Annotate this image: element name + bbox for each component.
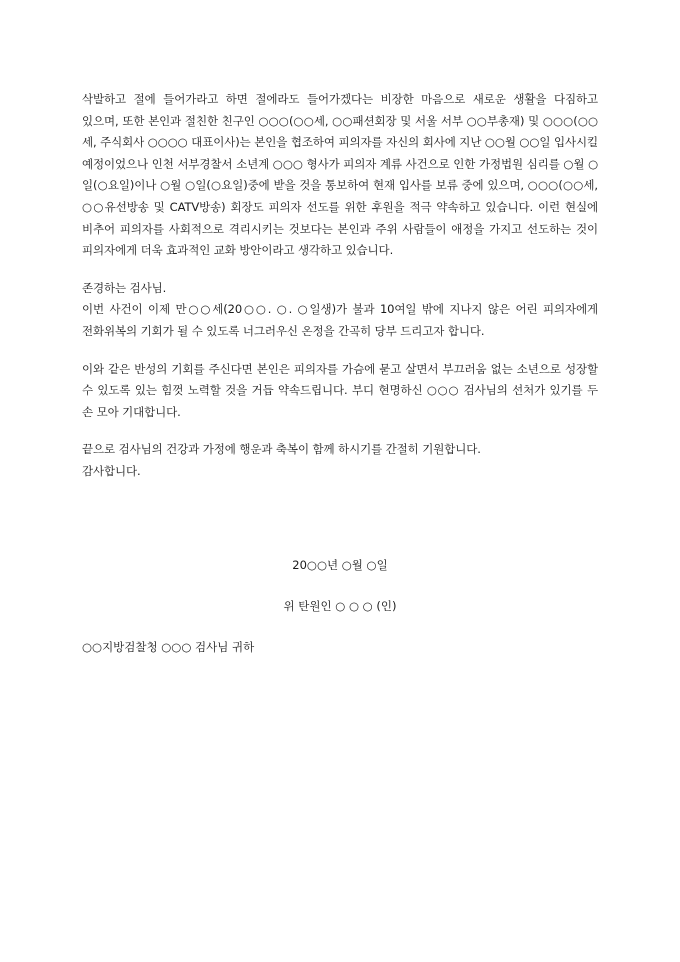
recipient-line: ○○지방검찰청 ○○○ 검사님 귀하 (82, 640, 255, 654)
document-body (82, 89, 598, 483)
thanks-line: 감사합니다. (82, 463, 141, 478)
paragraph-plea: 이번 사건이 이제 만○○세(20○○. ○. ○일생)가 불과 10여일 밖에 지나지 않은 어린 피의자에게 전화위복의 기회가 될 수 있도록 너그러우신 온정을 간곡히 당부 드리고자 합니다. (82, 302, 598, 338)
salutation: 존경하는 검사님. (82, 280, 167, 295)
paragraph-gap (82, 343, 598, 359)
paragraph-closing: 끝으로 검사님의 건강과 가정에 행운과 축복이 함께 하시기를 간절히 기원합니다. (82, 442, 481, 457)
petitioner-signature: 위 탄원인 ○ ○ ○ (인) (283, 599, 397, 613)
paragraph-gap (82, 423, 598, 439)
paragraph-commitment: 삭발하고 절에 들어가라고 하면 절에라도 들어가겠다는 비장한 마음으로 새로운 생활을 다짐하고 있으며, 또한 본인과 절친한 친구인 ○○○(○○세, ○○패션회장 및 서울 서부 ○○부총재) 및 ○○○(○○세, 주식회사 ○○○○ 대표이사)는 본인을 협조하여 피의자를 자신의 회사에 지난 ○○월 ○○일 입사시킬 예정이었으나 인천 서부경찰서 소년계 ○○○ 형사가 피의자 계류 사건으로 인한 가정법원 심리를 ○월 ○일(○요일)이나 ○월 ○일(○요일)중에 받을 것을 통보하여 현재 입사를 보류 중에 있으며, ○○○(○○세, ○○유선방송 및 CATV방송) 회장도 피의자 선도를 위한 후원을 적극 약속하고 있습니다. 이런 현실에 비추어 피의자를 사회적으로 격리시키는 것보다는 본인과 주위 사람들이 애정을 가지고 선도하는 것이 피의자에게 더욱 효과적인 교화 방안이라고 생각하고 있습니다. (82, 92, 598, 258)
paragraph-promise: 이와 같은 반성의 기회를 주신다면 본인은 피의자를 가슴에 묻고 살면서 부끄러움 없는 소년으로 성장할 수 있도록 있는 힘껏 노력할 것을 거듭 약속드립니다. 부디 현명하신 ○○○ 검사님의 선처가 있기를 두 손 모아 기대합니다. (82, 361, 598, 419)
document-date: 20○○년 ○월 ○일 (292, 558, 388, 572)
paragraph-gap (82, 262, 598, 278)
